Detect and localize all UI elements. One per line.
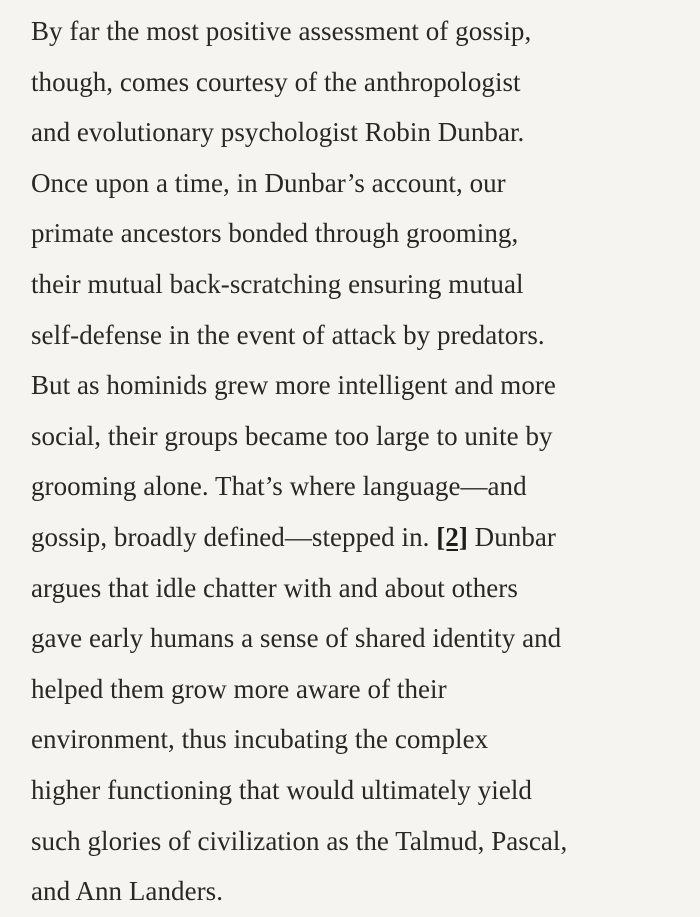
text-line: Once upon a time, in Dunbar’s account, our — [31, 167, 506, 198]
text-line: their mutual back-scratching ensuring mutual — [31, 268, 524, 299]
text-segment: gossip, broadly defined—stepped in. — [31, 521, 437, 552]
text-segment: Dunbar — [467, 521, 556, 552]
text-line: By far the most positive assessment of gossip, — [31, 16, 532, 46]
text-line: and Ann Landers. — [31, 876, 224, 907]
text-line-with-footnote — [31, 512, 681, 563]
text-line: gave early humans a sense of shared identity and — [31, 623, 562, 654]
text-line: such glories of civilization as the Talmud, Pascal, — [31, 825, 568, 856]
text-line: environment, thus incubating the complex — [31, 724, 489, 755]
text-line: higher functioning that would ultimately yield — [31, 774, 532, 805]
text-line: grooming alone. That’s where language—and — [31, 471, 527, 502]
passage-paragraph — [31, 6, 681, 917]
text-line: and evolutionary psychologist Robin Dunbar. — [31, 117, 525, 148]
text-line: social, their groups became too large to unite by — [31, 420, 553, 451]
text-line: self-defense in the event of attack by predators. — [31, 319, 545, 350]
text-line: But as hominids grew more intelligent and more — [31, 370, 556, 401]
text-line: helped them grow more aware of their — [31, 673, 447, 704]
text-line: though, comes courtesy of the anthropologist — [31, 66, 521, 97]
text-line: primate ancestors bonded through grooming, — [31, 218, 519, 249]
text-line: argues that idle chatter with and about others — [31, 572, 518, 603]
footnote-link[interactable]: [2] — [436, 521, 468, 552]
